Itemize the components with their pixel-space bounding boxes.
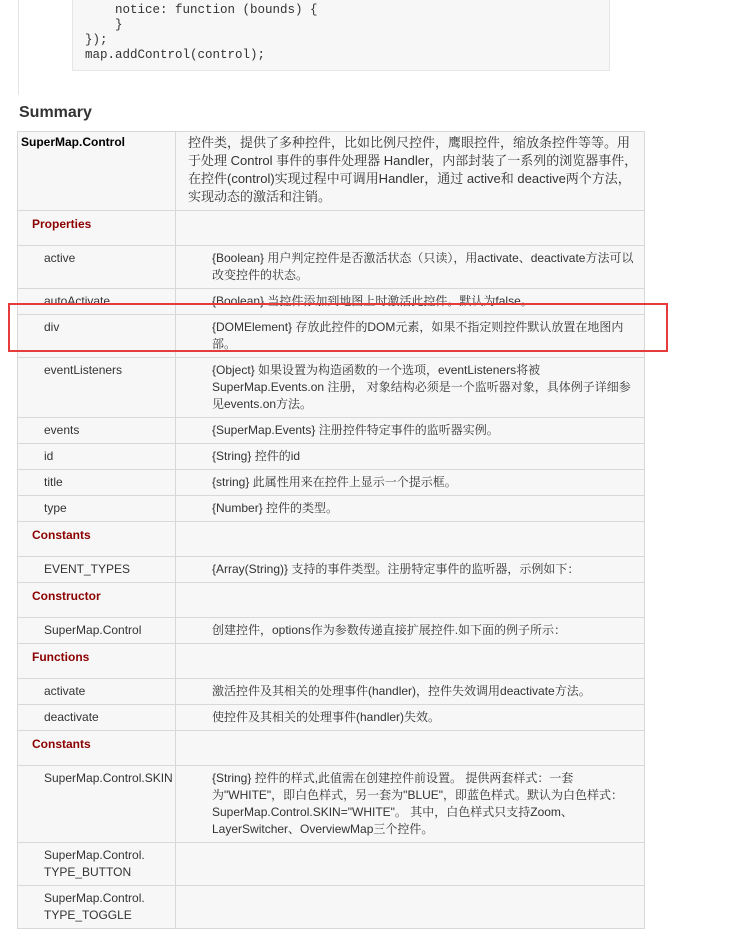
section-label: Constructor [18, 583, 176, 618]
code-snippet [72, 0, 610, 71]
member-link[interactable]: deactivate [18, 705, 176, 731]
member-row [18, 618, 645, 644]
member-description: {string} 此属性用来在控件上显示一个提示框。 [176, 470, 645, 496]
member-row [18, 766, 645, 843]
member-row [18, 246, 645, 289]
member-row [18, 705, 645, 731]
member-link[interactable]: div [18, 315, 176, 358]
class-description: 控件类，提供了多种控件，比如比例尺控件，鹰眼控件，缩放条控件等等。用于处理 Control 事件的事件处理器 Handler，内部封装了一系列的浏览器事件，在控件(control)实现过程中可调用Handler，通过 active和 deactive两个方法，实现动态的激活和注销。 [176, 132, 645, 211]
member-description: 使控件及其相关的处理事件(handler)失效。 [176, 705, 645, 731]
member-description [176, 843, 645, 886]
section-row [18, 731, 645, 766]
member-description: {Boolean} 用户判定控件是否激活状态（只读），用activate、deactivate方法可以改变控件的状态。 [176, 246, 645, 289]
section-row [18, 644, 645, 679]
code-line: }); [85, 33, 108, 47]
member-description: 激活控件及其相关的处理事件(handler)，控件失效调用deactivate方法。 [176, 679, 645, 705]
section-empty-cell [176, 731, 645, 766]
member-link[interactable]: type [18, 496, 176, 522]
member-description: {DOMElement} 存放此控件的DOM元素，如果不指定则控件默认放置在地图内部。 [176, 315, 645, 358]
section-empty-cell [176, 211, 645, 246]
summary-table [17, 131, 645, 929]
member-link[interactable]: activate [18, 679, 176, 705]
member-description: {String} 控件的样式,此值需在创建控件前设置。 提供两套样式：一套为"WHITE"，即白色样式，另一套为"BLUE"，即蓝色样式。默认为白色样式：SuperMap.Control.SKIN="WHITE"。 其中，白色样式只支持Zoom、LayerSwitcher、OverviewMap三个控件。 [176, 766, 645, 843]
member-row [18, 496, 645, 522]
member-row [18, 418, 645, 444]
class-name: SuperMap.Control [18, 132, 176, 211]
member-description: {Number} 控件的类型。 [176, 496, 645, 522]
member-link[interactable]: active [18, 246, 176, 289]
member-row [18, 557, 645, 583]
section-label: Properties [18, 211, 176, 246]
code-line: map.addControl(control); [85, 48, 266, 62]
member-link[interactable]: autoActivate [18, 289, 176, 315]
member-row [18, 679, 645, 705]
member-link[interactable]: SuperMap.Control. TYPE_BUTTON [18, 843, 176, 886]
section-label: Constants [18, 731, 176, 766]
summary-header-row [18, 132, 645, 211]
section-empty-cell [176, 644, 645, 679]
member-description: {String} 控件的id [176, 444, 645, 470]
section-row [18, 522, 645, 557]
member-row [18, 315, 645, 358]
section-label: Functions [18, 644, 176, 679]
member-description: {Array(String)} 支持的事件类型。注册特定事件的监听器，示例如下： [176, 557, 645, 583]
member-row [18, 470, 645, 496]
member-description: 创建控件，options作为参数传递直接扩展控件.如下面的例子所示： [176, 618, 645, 644]
member-link[interactable]: eventListeners [18, 358, 176, 418]
member-description: {Boolean} 当控件添加到地图上时激活此控件。默认为false。 [176, 289, 645, 315]
member-description: {SuperMap.Events} 注册控件特定事件的监听器实例。 [176, 418, 645, 444]
member-row [18, 886, 645, 929]
section-empty-cell [176, 522, 645, 557]
member-description: {Object} 如果设置为构造函数的一个选项，eventListeners将被SuperMap.Events.on 注册， 对象结构必须是一个监听器对象，具体例子详细参见events.on方法。 [176, 358, 645, 418]
member-link[interactable]: events [18, 418, 176, 444]
member-row [18, 289, 645, 315]
section-row [18, 583, 645, 618]
section-empty-cell [176, 583, 645, 618]
code-line: notice: function (bounds) { [85, 3, 318, 17]
member-link[interactable]: id [18, 444, 176, 470]
member-link[interactable]: EVENT_TYPES [18, 557, 176, 583]
section-label: Constants [18, 522, 176, 557]
member-row [18, 444, 645, 470]
member-link[interactable]: title [18, 470, 176, 496]
summary-heading: Summary [19, 104, 92, 121]
member-link[interactable]: SuperMap.Control [18, 618, 176, 644]
member-row [18, 358, 645, 418]
code-gutter-line [18, 0, 19, 95]
member-description [176, 886, 645, 929]
member-link[interactable]: SuperMap.Control.SKIN [18, 766, 176, 843]
code-line: } [85, 18, 123, 32]
section-row [18, 211, 645, 246]
member-row [18, 843, 645, 886]
member-link[interactable]: SuperMap.Control. TYPE_TOGGLE [18, 886, 176, 929]
